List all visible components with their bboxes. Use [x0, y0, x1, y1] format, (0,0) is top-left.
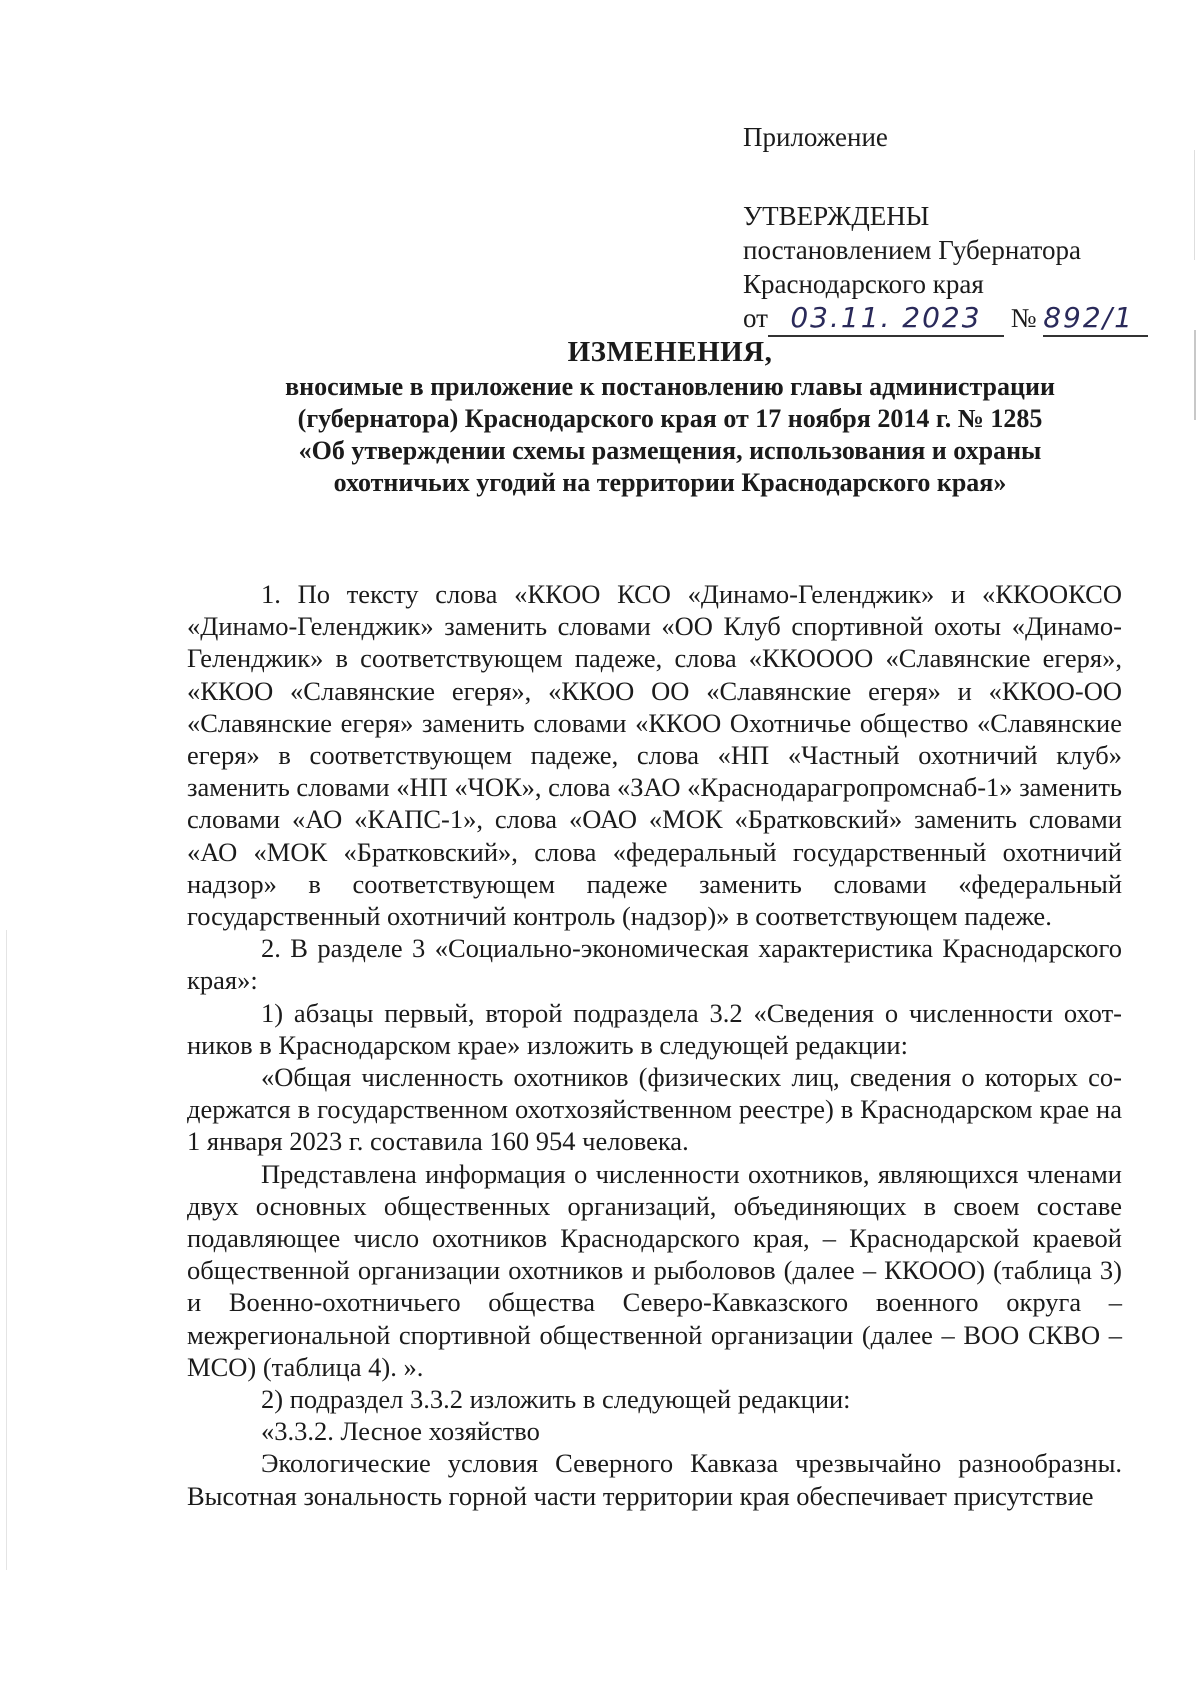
- paragraph: 2) подраздел 3.3.2 изложить в следующей редакции:: [261, 1384, 851, 1415]
- scan-edge-mark: [1194, 150, 1195, 260]
- number-label: №: [1010, 303, 1037, 333]
- scan-edge-mark: [6, 930, 7, 1570]
- paragraph: «Общая численность охотников (физических лиц, сведения о которых содержатся в государственном охотхозяйственном реестре) в Краснодарском крае на 1 января 2023 г. составила 160 954 человека.: [187, 1062, 1122, 1157]
- date-prefix: от: [743, 303, 768, 333]
- approved-label: УТВЕРЖДЕНЫ: [743, 201, 930, 231]
- paragraph: 1. По тексту слова «ККОО КСО «Динамо-Геленджик» и «ККООКСО «Динамо-Геленджик» заменить словами «ОО Клуб спортивной охоты «Динамо-Геленджик» в соответствующем падеже, слова «ККОООО «Славянские егеря», «ККОО «Славянские егеря», «ККОО ОО «Славянские егеря» и «ККОО-ОО «Славянские егеря» заменить словами «ККОО Охотничье общество «Славянские егеря» в соответствующем падеже, слова «НП «Частный охотничий клуб» заменить словами «НП «ЧОК», слова «ЗАО «Краснодарагропромснаб-1» заменить словами «АО «КАПС-1», слова «ОАО «МОК «Братковский» заменить словами «АО «МОК «Братковский», слова «федеральный государственный охотничий надзор» в соответствующем падеже заменить словами «федеральный государственный охотничий контроль (надзор)» в соответствующем падеже.: [187, 579, 1122, 932]
- paragraph: Экологические условия Северного Кавказа чрезвычайно разнообразны. Высотная зональность горной части территории края обеспечивает присутствие: [187, 1448, 1122, 1511]
- paragraph: Представлена информация о численности охотников, являющихся членами двух основных общественных организаций, объединяющих в своем составе подавляющее число охотников Краснодарского края, – Краснодарской краевой общественной организации охотников и рыболовов (далее – ККООО) (таблица 3) и Военно-охотничьего общества Северо-Кавказского военного округа – межрегиональной спортивной общественной организации (далее – ВОО СКВО – МСО) (таблица 4). ».: [187, 1158, 1122, 1382]
- approved-by-region: Краснодарского края: [743, 269, 984, 299]
- approved-by-line: постановлением Губернатора: [743, 235, 1081, 265]
- approval-block: [743, 120, 1163, 341]
- paragraph: 1) абзацы первый, второй подраздела 3.2 «Сведения о численности охотников в Краснодарском крае» изложить в следующей редакции:: [187, 997, 1122, 1060]
- scan-edge-mark: [1194, 330, 1196, 420]
- document-title: [200, 333, 1140, 499]
- title-line: «Об утверждении схемы размещения, использования и охраны: [298, 436, 1042, 465]
- handwritten-number: 892/1: [1043, 301, 1148, 337]
- appendix-label: Приложение: [743, 122, 888, 152]
- title-line: охотничьих угодий на территории Краснодарского края»: [333, 468, 1007, 497]
- paragraph: 2. В разделе 3 «Социально-экономическая характеристика Краснодарского края»:: [187, 933, 1122, 996]
- title-line: вносимые в приложение к постановлению главы администрации: [285, 372, 1055, 401]
- handwritten-date: 03.11. 2023: [768, 301, 1004, 337]
- title-line: (губернатора) Краснодарского края от 17 ноября 2014 г. № 1285: [297, 404, 1043, 433]
- title-heading: ИЗМЕНЕНИЯ,: [567, 336, 773, 368]
- paragraph: «3.3.2. Лесное хозяйство: [261, 1416, 540, 1447]
- document-body: [187, 578, 1122, 1512]
